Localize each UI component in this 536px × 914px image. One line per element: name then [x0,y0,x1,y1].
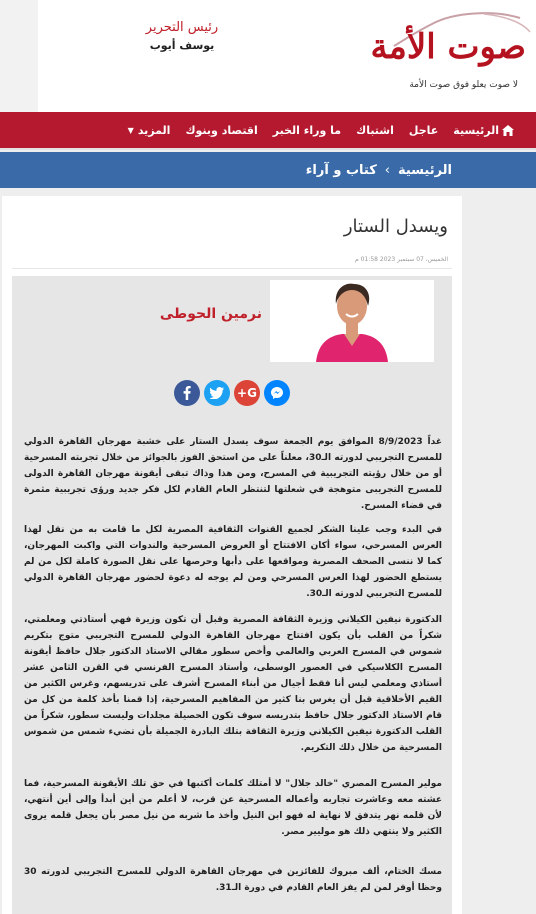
article-paragraph: في البدء وجب علينا الشكر لجميع القنوات الثقافية المصرية لكل ما قامت به من نقل لهذا العرس المسرحي، سواء أكان الافتتاح أو العروض المسرحية والندوات التي واكبت المهرجان، كما لا ننسى الصحف المصرية ومواقعها على دأبها وحرصها على نقل الصورة كاملة لكل من لم يستطع الحضور لهذا العرس المسرحي ومن لم يوجه له دعوة لحضور مهرجان القاهرة الدولي للمسرح التجريبي لدورته الـ30. [24,525,442,599]
author-portrait-icon [270,280,434,362]
home-icon [502,125,514,136]
facebook-icon[interactable] [174,380,200,406]
share-buttons [170,380,290,406]
twitter-icon[interactable] [204,380,230,406]
slogan: لا صوت يعلو فوق صوت الأمة [409,80,518,90]
article-container [2,196,462,914]
editor-info [132,20,232,52]
google-plus-icon[interactable]: G+ [234,380,260,406]
nav-item-label: الرئيسية [453,123,499,137]
nav-item-label: المزيد [137,123,171,137]
breadcrumb-separator-icon: › [384,162,390,178]
logo-text: صوت الأمة [370,27,526,67]
nav-item-urgent[interactable]: عاجل [408,123,439,137]
header-side-strip [0,0,38,112]
nav-item-economy[interactable]: اقتصاد وبنوك [185,123,258,137]
breadcrumb [0,152,536,188]
article-body [12,276,452,914]
editor-name: يوسف أيوب [149,39,215,52]
nav-item-beyond-news[interactable]: ما وراء الخبر [272,123,342,137]
breadcrumb-home[interactable]: الرئيسية [397,162,452,178]
site-header [0,0,536,112]
author-name[interactable]: نرمين الحوطى [159,306,262,322]
nav-item-clash[interactable]: اشتباك [356,123,394,137]
chevron-down-icon: ▼ [127,125,134,135]
main-nav [0,112,536,150]
article-title: ويسدل الستار [343,216,448,237]
messenger-icon[interactable] [264,380,290,406]
breadcrumb-section[interactable]: كتاب و آراء [305,162,377,178]
article-paragraph: الدكتورة نيفين الكيلاني وزيرة الثقافة المصرية وقبل أن تكون وزيرة فهي أستاذتي ومعلمتي، شكراً من القلب بأن يكون افتتاح مهرجان القاهرة الدولي للمسرح التجريبي متوج بتكريم شموس في المسرح العربي والعالمي وأخص سطور مقالي الاستاذ الدكتور جلال حافظ أيقونة المسرح الكلاسيكي في العصور الوسطى، وأستاذ المسرح الفرنسي في القرن الثامن عشر أستاذي ومعلمي ليس أنا فقط أجيال من أبناء المسرح أشرف على تدريسهم، وغرس الكثير من القيم الأخلاقية قبل أن يغرس بنا كثير من المفاهيم المسرحية، إذا قمنا بأخذ كلمة من كل من قام الاستاذ الدكتور جلال حافظ بتدريسه سوف تكون الحصيلة مجلدات وليست سطور، شكراً من القلب الدكتورة نيفين الكيلاني وزيرة الثقافة بتلك البادرة الجميلة بأن تضيء شمس من شموس المسرحية من خلال ذلك التكريم. [24,615,442,753]
author-photo [270,280,434,362]
site-logo[interactable] [334,10,532,102]
nav-item-home[interactable] [453,124,514,137]
article-paragraph: مولير المسرح المصري "خالد جلال" لا أمتلك كلمات أكتبها في حق تلك الأيقونة المسرحية، فما عشته معه وعاشرت تجاربه وأعماله المسرحية عن قرب، لا أعلم من أين أبدأ وإلى أين أنتهي، لأن قلمه نهر يتدفق لا نهاية له فهو ابن النيل وأخذ ما شربه من نيل مصر بأن يجعل قلمه يروى الكثير ولا ينتهي ذلك هو موليير مصر. [24,779,442,837]
editor-title: رئيس التحرير [145,20,219,35]
divider [12,268,452,269]
nav-item-more[interactable] [128,124,171,137]
article-paragraph: غداً 8/9/2023 الموافق يوم الجمعة سوف يسدل الستار على خشبة مهرجان القاهرة الدولي للمسرح التجريبي لدورته الـ30، معلناً على من استحق الفوز بالجوائز من خلال تجربته المسرحية أو من خلال رؤيته التجريبية في المسرح، ومن هذا وذاك تبقى أيقونة مهرجان القاهرة الدولى للمسرح التجريبى متوهجة في شعلتها لتنتظر العام القادم لكل فكر جديد ورؤى تجريبية مثمرة في فضاء المسرح. [24,437,443,511]
article-paragraph: مسك الختام، ألف مبروك للفائزين في مهرجان القاهرة الدولي للمسرح التجريبي لدورته 30 وحظا أوفر لمن لم يفز العام القادم في دورة الـ31. [24,867,442,893]
article-dateline: الخميس، 07 سبتمبر 2023 01:58 م [355,256,448,263]
